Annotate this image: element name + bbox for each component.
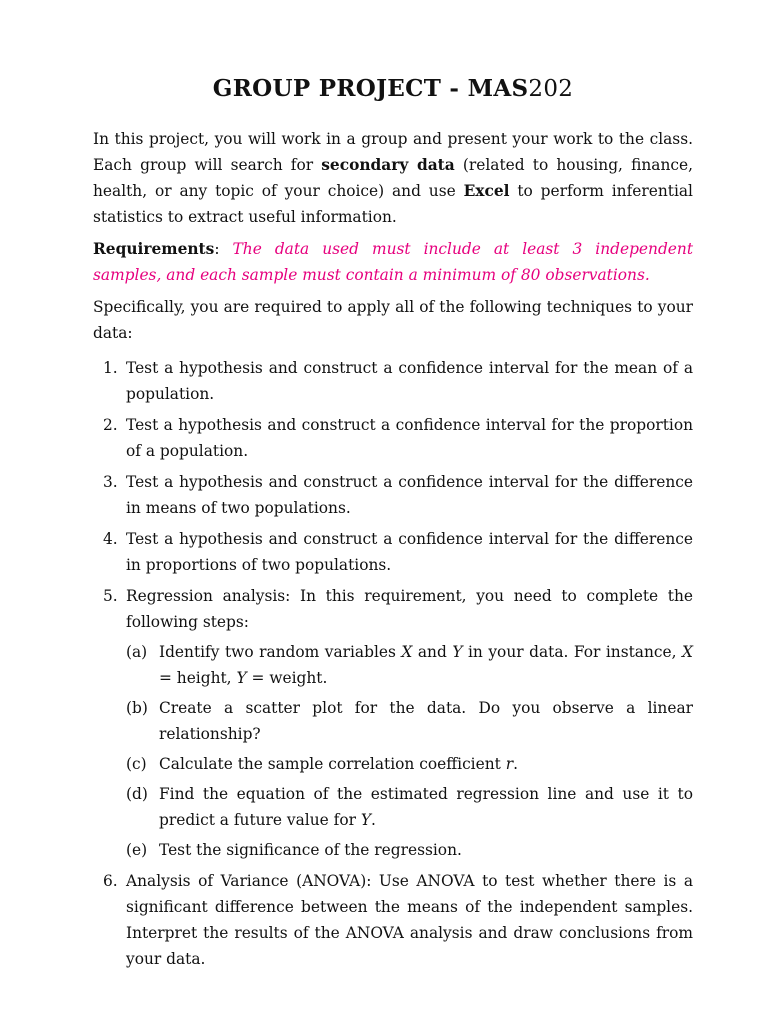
math-variable: Y: [452, 643, 463, 661]
list-item: [93, 526, 693, 578]
math-variable: Y: [360, 811, 372, 829]
list-item: [93, 868, 693, 972]
sub-item-text: .: [371, 811, 376, 829]
intro-paragraph: [93, 126, 693, 230]
list-item-text: Test a hypothesis and construct a confidence interval for the proportion of a population.: [126, 416, 693, 460]
intro-bold-excel: Excel: [463, 182, 510, 200]
list-item-number: 4.: [103, 530, 118, 548]
document-title: [93, 72, 693, 106]
regression-steps-list: [126, 639, 693, 863]
title-course-number: 202: [528, 76, 574, 102]
requirements-paragraph: [93, 236, 693, 288]
sub-item-text: Create a scatter plot for the data. Do you observe a linear relationship?: [159, 699, 693, 743]
list-item-text: Analysis of Variance (ANOVA): Use ANOVA to test whether there is a significant difference between the means of the independent samples. Interpret the results of the ANOVA analysis and draw conclusions from your data.: [126, 872, 693, 968]
sub-item-text: in your data. For instance,: [462, 643, 683, 661]
list-item-text: Test a hypothesis and construct a confidence interval for the mean of a population.: [126, 359, 693, 403]
list-item-number: 1.: [103, 359, 118, 377]
sub-list-item: [126, 639, 693, 691]
intro-text-1: In this project, you will work in a group and present your work to the class. Each group will search for: [93, 130, 693, 174]
intro-text-2: (related to housing, finance, health, or any topic of your choice) and use: [93, 156, 693, 200]
sub-item-text: Identify two random variables: [159, 643, 402, 661]
list-item: [93, 469, 693, 521]
techniques-list: [93, 355, 693, 972]
list-item-text: Test a hypothesis and construct a confidence interval for the difference in means of two populations.: [126, 473, 693, 517]
intro-bold-secondary-data: secondary data: [321, 156, 455, 174]
sub-item-text: Find the equation of the estimated regression line and use it to predict a future value for: [159, 785, 693, 829]
sub-item-text: Test the significance of the regression.: [159, 841, 462, 859]
sub-list-item-number: (d): [126, 785, 148, 803]
sub-list-item-number: (a): [126, 643, 148, 661]
title-prefix: GROUP PROJECT - MAS: [212, 75, 529, 102]
sub-item-text: and: [412, 643, 453, 661]
sub-list-item: [126, 837, 693, 863]
math-variable: X: [401, 643, 413, 661]
sub-item-text: Calculate the sample correlation coefficient: [159, 755, 506, 773]
sub-list-item: [126, 751, 693, 777]
list-item-number: 2.: [103, 416, 118, 434]
math-variable: Y: [236, 669, 247, 687]
sub-list-item: [126, 695, 693, 747]
requirements-text: The data used must include at least 3 independent samples, and each sample must contain a minimum of 80 observations.: [93, 240, 694, 284]
list-item: [93, 355, 693, 407]
list-item: [93, 412, 693, 464]
intro-text-3: to perform inferential statistics to extract useful information.: [93, 182, 693, 226]
requirements-colon: :: [214, 240, 233, 258]
sub-list-item-number: (b): [126, 699, 148, 717]
math-variable: X: [682, 643, 693, 661]
math-variable: r: [505, 755, 514, 773]
list-item: [93, 583, 693, 863]
list-item-number: 5.: [103, 587, 118, 605]
sub-list-item-number: (c): [126, 755, 147, 773]
document-page: [93, 72, 693, 977]
list-item-number: 6.: [103, 872, 118, 890]
sub-item-text: = height,: [159, 669, 237, 687]
sub-list-item-number: (e): [126, 841, 148, 859]
list-item-number: 3.: [103, 473, 118, 491]
list-item-text: Regression analysis: In this requirement, you need to complete the following steps:: [126, 587, 693, 631]
sub-item-text: = weight.: [246, 669, 328, 687]
sub-item-text: .: [513, 755, 518, 773]
requirements-label: Requirements: [93, 240, 215, 258]
sub-list-item: [126, 781, 693, 833]
list-item-text: Test a hypothesis and construct a confidence interval for the difference in proportions of two populations.: [126, 530, 693, 574]
specifically-paragraph: Specifically, you are required to apply all of the following techniques to your data:: [93, 298, 693, 342]
